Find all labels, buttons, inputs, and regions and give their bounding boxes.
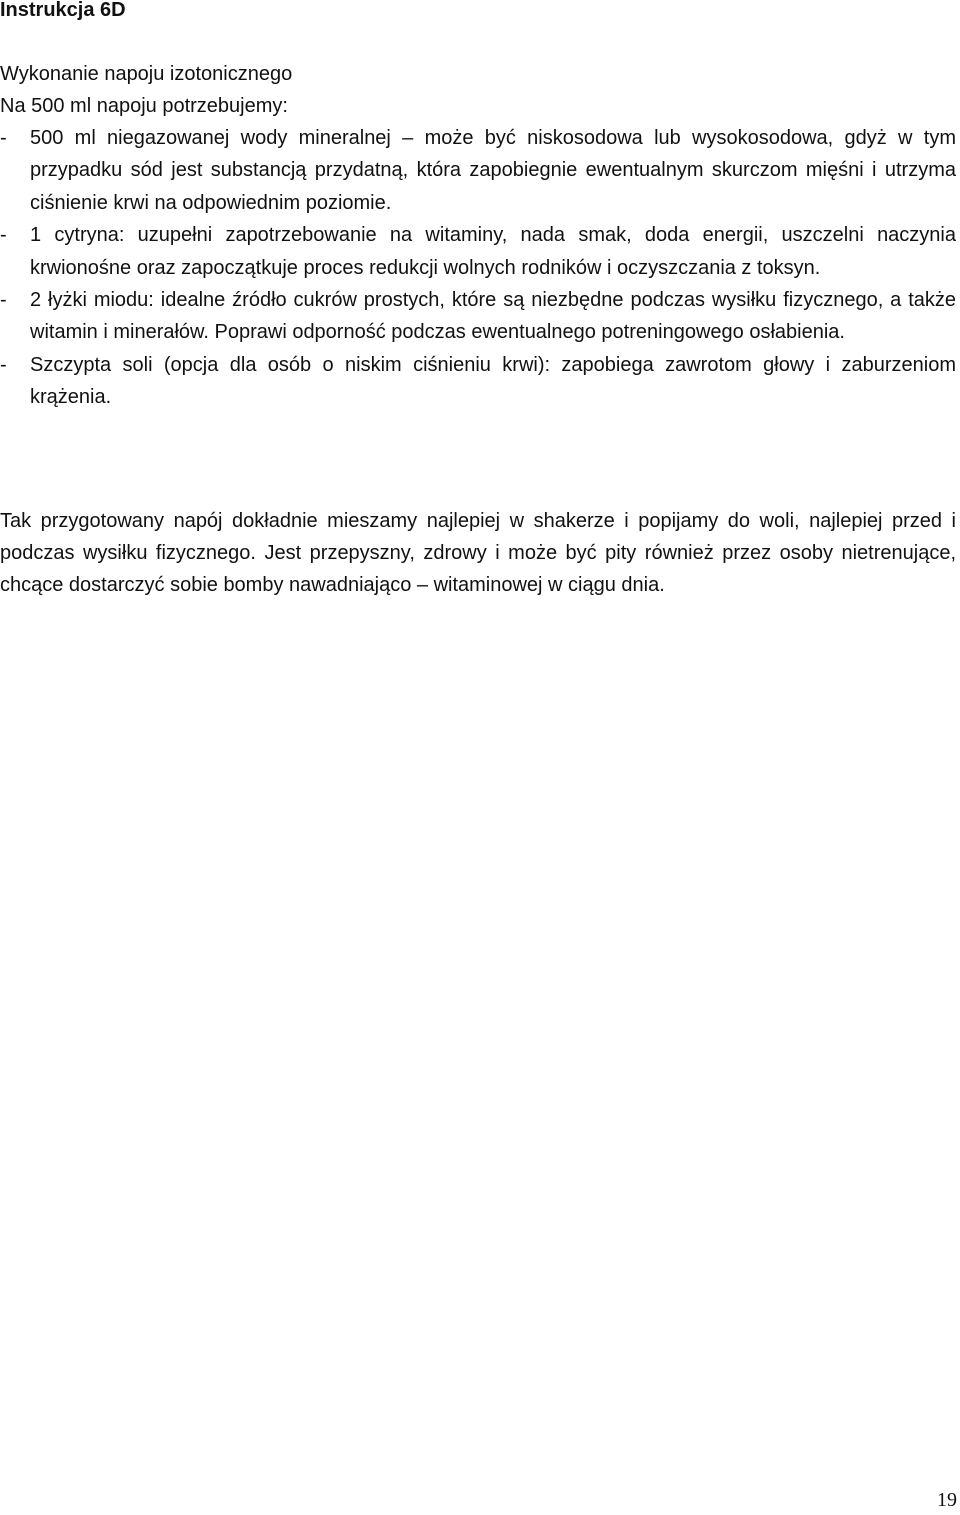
ingredient-salt [0,349,956,414]
document-title: Instrukcja 6D [0,0,126,21]
list-dash-marker: - [0,127,7,149]
ingredient-honey [0,284,956,349]
ingredient-text: 2 łyżki miodu: idealne źródło cukrów prostych, które są niezbędne podczas wysiłku fizycznego, a także witamin i minerałów. Poprawi odporność podczas ewentualnego potreningowego osłabienia. [30,289,956,344]
list-dash-marker: - [0,289,7,312]
page-number: 19 [937,1489,957,1511]
ingredient-text: Szczypta soli (opcja dla osób o niskim ciśnieniu krwi): zapobiega zawrotom głowy i zaburzeniom krążenia. [30,353,956,409]
ingredient-text: 1 cytryna: uzupełni zapotrzebowanie na witaminy, nada smak, doda energii, uszczelni naczynia krwionośne oraz zapoczątkuje proces redukcji wolnych rodników i oczyszczania z toksyn. [30,224,956,279]
recipe-name: Wykonanie napoju izotonicznego [0,63,293,85]
ingredient-lemon [0,219,956,284]
ingredient-water [0,122,956,219]
preparation-summary: Tak przygotowany napój dokładnie mieszamy najlepiej w shakerze i popijamy do woli, najlepiej przed i podczas wysiłku fizycznego. Jest przepyszny, zdrowy i może być pity również przez osoby nietrenujące, chcące dostarczyć sobie bomby nawadniająco – witaminowej w ciągu dnia. [0,510,956,597]
list-dash-marker: - [0,353,7,376]
ingredient-text: 500 ml niegazowanej wody mineralnej – może być niskosodowa lub wysokosodowa, gdyż w tym przypadku sód jest substancją przydatną, która zapobiegnie ewentualnym skurczom mięśni i utrzyma ciśnienie krwi na odpowiednim poziomie. [30,127,956,214]
serving-intro: Na 500 ml napoju potrzebujemy: [0,95,288,117]
ingredient-list [0,122,956,414]
list-dash-marker: - [0,224,7,247]
